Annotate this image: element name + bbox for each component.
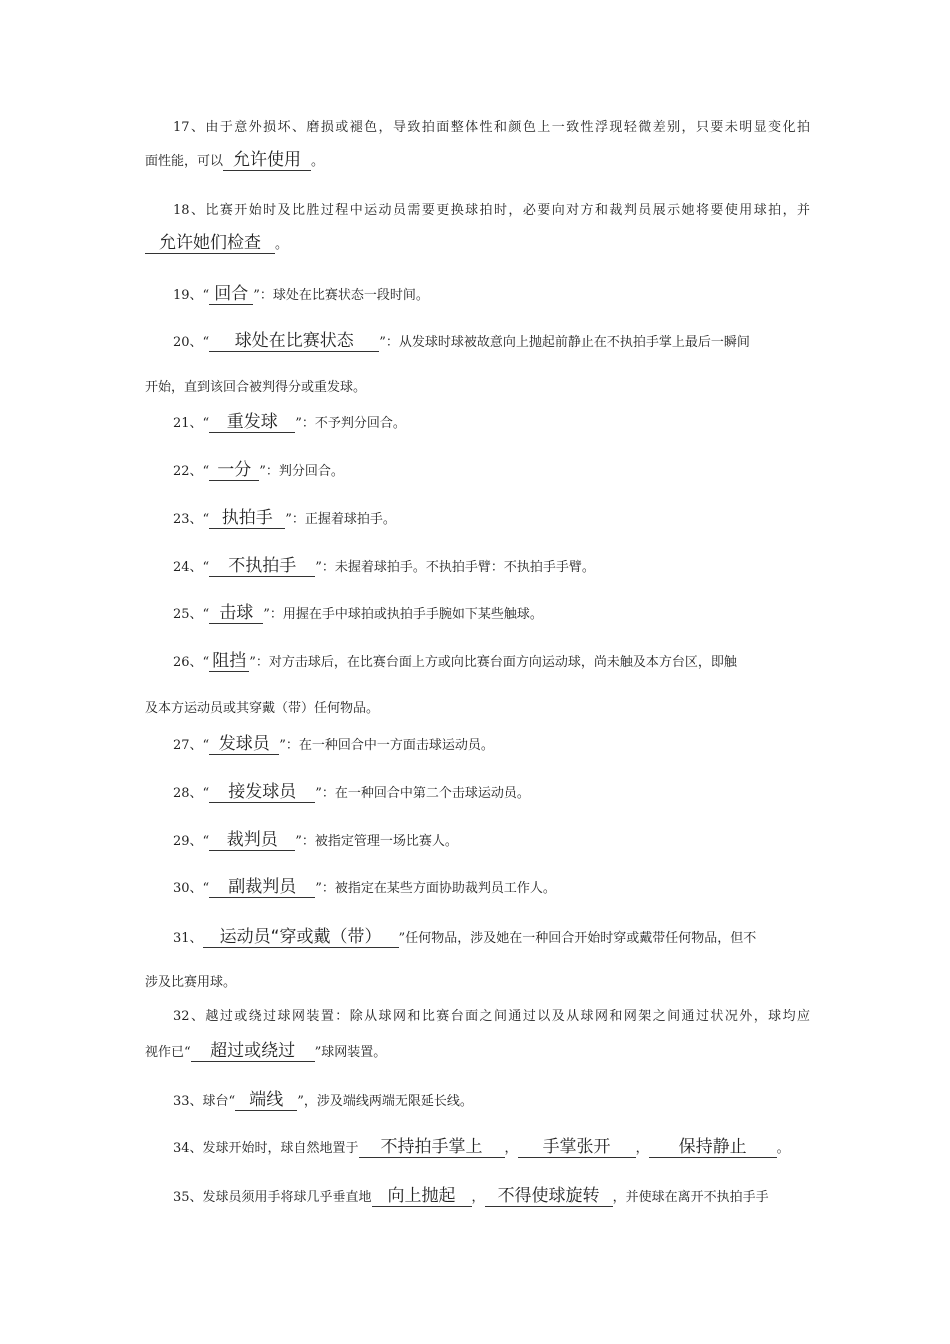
q35-separator-1: ， (471, 1190, 485, 1205)
q34-answer-blank-1: 不持拍手掌上 (359, 1137, 505, 1158)
q17-text: 17、由于意外损坏、磨损或褪色，导致拍面整体性和颜色上一致性浮现轻微差别，只要未明显变化拍 (173, 120, 810, 135)
q26-continuation: 及本方运动员或其穿戴（带）任何物品。 (145, 701, 380, 716)
q34-line (145, 1137, 810, 1159)
q22-prefix: 22、“ (173, 464, 210, 479)
q26-answer-blank: 阻挡 (209, 651, 249, 672)
q23-prefix: 23、“ (173, 512, 210, 527)
q18-line1 (145, 201, 810, 221)
q25-suffix: ”：用握在手中球拍或执拍手手腕如下某些触球。 (263, 607, 543, 622)
q30-suffix: ”：被指定在某些方面协助裁判员工作人。 (315, 881, 556, 896)
q19-prefix: 19、“ (173, 288, 210, 303)
q18-answer-blank: 允许她们检查 (145, 233, 275, 254)
q22-line (145, 460, 810, 482)
q32-line1 (145, 1007, 810, 1027)
q31-line1 (145, 927, 810, 949)
q24-answer-blank: 不执拍手 (209, 556, 315, 577)
q35-answer-blank-2: 不得使球旋转 (485, 1186, 613, 1207)
q24-line (145, 556, 810, 578)
q30-answer-blank: 副裁判员 (209, 877, 315, 898)
q26-line1 (145, 651, 810, 673)
q29-line (145, 830, 810, 852)
q18-line2 (145, 233, 810, 255)
q35-answer-blank-1: 向上抛起 (372, 1186, 472, 1207)
q27-prefix: 27、“ (173, 738, 210, 753)
q28-line (145, 782, 810, 804)
q27-line (145, 734, 810, 756)
q22-answer-blank: 一分 (209, 460, 259, 481)
q32-suffix: ”球网装置。 (314, 1045, 387, 1060)
q17-answer-blank: 允许使用 (223, 150, 311, 171)
q30-prefix: 30、“ (173, 881, 210, 896)
q32-line2 (145, 1041, 810, 1063)
q31-prefix: 31、 (173, 931, 203, 946)
q34-answer-blank-3: 保持静止 (649, 1137, 777, 1158)
q24-suffix: ”：未握着球拍手。不执拍手臂：不执拍手手臂。 (315, 560, 595, 575)
q21-line (145, 412, 810, 434)
q31-answer-blank: 运动员“穿或戴（带） (203, 927, 399, 948)
q26-suffix: ”：对方击球后，在比赛台面上方或向比赛台面方向运动球，尚未触及本方台区，即触 (249, 655, 737, 670)
q34-answer-blank-2: 手掌张开 (518, 1137, 636, 1158)
q27-answer-blank: 发球员 (209, 734, 279, 755)
q23-answer-blank: 执拍手 (209, 508, 285, 529)
q23-suffix: ”：正握着球拍手。 (285, 512, 396, 527)
q34-separator-2: ， (635, 1141, 649, 1156)
q24-prefix: 24、“ (173, 560, 210, 575)
q26-line2 (145, 699, 810, 719)
q25-prefix: 25、“ (173, 607, 210, 622)
q28-answer-blank: 接发球员 (209, 782, 315, 803)
q33-line (145, 1090, 810, 1112)
q20-prefix: 20、“ (173, 335, 210, 350)
q18-suffix: 。 (275, 237, 289, 252)
q25-answer-blank: 击球 (209, 603, 263, 624)
q33-suffix: ”，涉及端线两端无限延长线。 (297, 1094, 473, 1109)
q31-line2 (145, 973, 810, 993)
q21-suffix: ”：不予判分回合。 (295, 416, 406, 431)
q19-line (145, 284, 810, 306)
q20-line2 (145, 378, 810, 398)
q35-suffix: ，并使球在离开不执拍手手 (612, 1190, 769, 1205)
q33-prefix: 33、球台“ (173, 1094, 236, 1109)
q32-text: 32、越过或绕过球网装置：除从球网和比赛台面之间通过以及从球网和网架之间通过状况外，球均应 (173, 1009, 810, 1024)
q17-line1 (145, 118, 810, 138)
q34-suffix: 。 (776, 1141, 790, 1156)
q19-answer-blank: 回合 (209, 284, 253, 305)
q25-line (145, 603, 810, 625)
q35-prefix: 35、发球员须用手将球几乎垂直地 (173, 1190, 372, 1205)
q20-line1 (145, 331, 810, 353)
q28-prefix: 28、“ (173, 786, 210, 801)
q26-prefix: 26、“ (173, 655, 210, 670)
q17-suffix: 。 (311, 154, 325, 169)
q29-prefix: 29、“ (173, 834, 210, 849)
q17-line2 (145, 150, 810, 172)
q17-prefix: 面性能，可以 (145, 154, 224, 169)
q18-text: 18、比赛开始时及比胜过程中运动员需要更换球拍时，必要向对方和裁判员展示她将要使用球拍，并 (173, 203, 810, 218)
q22-suffix: ”：判分回合。 (259, 464, 344, 479)
q28-suffix: ”：在一种回合中第二个击球运动员。 (315, 786, 530, 801)
q33-answer-blank: 端线 (235, 1090, 297, 1111)
q29-answer-blank: 裁判员 (209, 830, 295, 851)
q20-continuation: 开始，直到该回合被判得分或重发球。 (145, 380, 367, 395)
q20-answer-blank: 球处在比赛状态 (209, 331, 379, 352)
q23-line (145, 508, 810, 530)
q32-answer-blank: 超过或绕过 (191, 1041, 315, 1062)
q19-suffix: ”：球处在比赛状态一段时间。 (253, 288, 429, 303)
q35-line (145, 1186, 810, 1208)
q20-suffix: ”：从发球时球被故意向上抛起前静止在不执拍手掌上最后一瞬间 (379, 335, 750, 350)
q31-suffix: ”任何物品，涉及她在一种回合开始时穿或戴带任何物品，但不 (398, 931, 757, 946)
q29-suffix: ”：被指定管理一场比赛人。 (295, 834, 458, 849)
q21-answer-blank: 重发球 (209, 412, 295, 433)
q32-prefix: 视作已“ (145, 1045, 191, 1060)
q21-prefix: 21、“ (173, 416, 210, 431)
q30-line (145, 877, 810, 899)
q34-separator-1: ， (504, 1141, 518, 1156)
q27-suffix: ”：在一种回合中一方面击球运动员。 (279, 738, 494, 753)
q31-continuation: 涉及比赛用球。 (145, 975, 237, 990)
q34-prefix: 34、发球开始时，球自然地置于 (173, 1141, 359, 1156)
